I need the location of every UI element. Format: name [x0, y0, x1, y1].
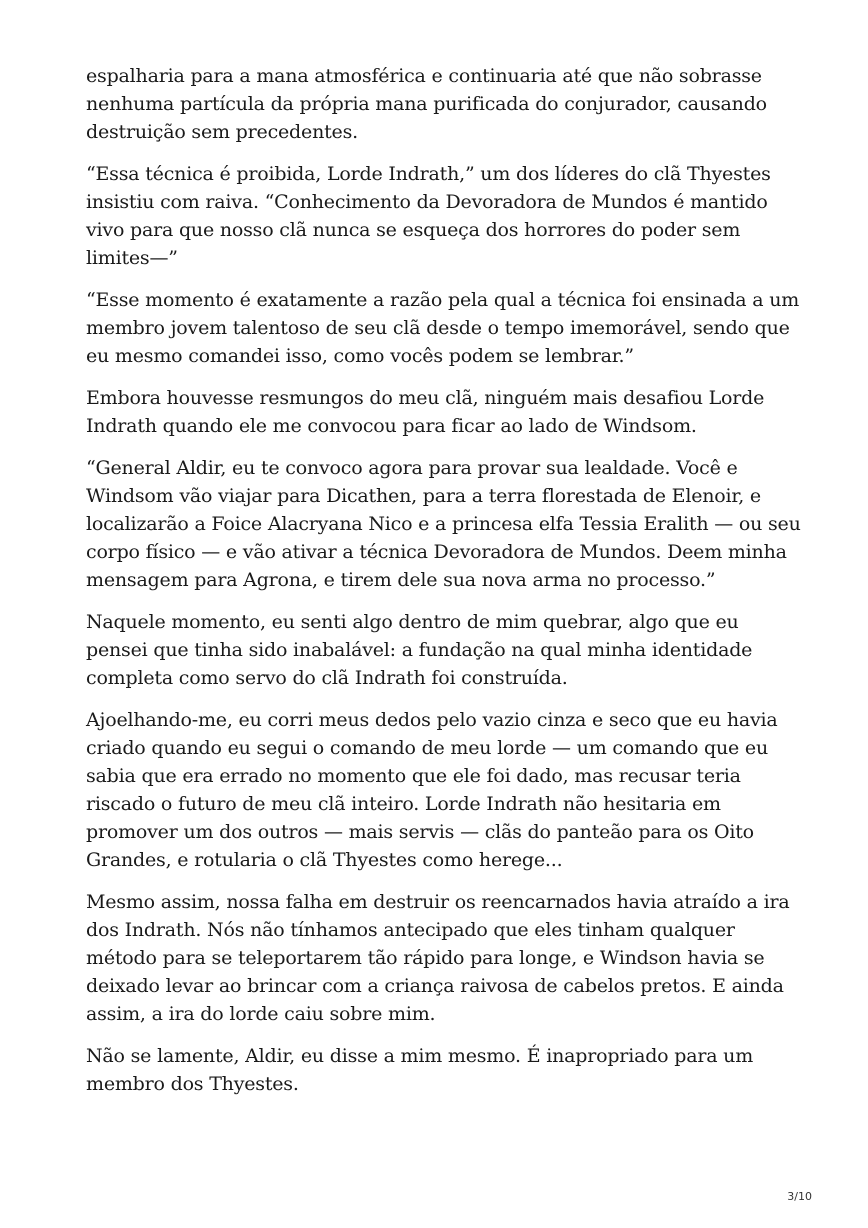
paragraph-1 — [86, 62, 786, 146]
text-line: vivo para que nosso clã nunca se esqueça dos horrores do poder sem — [86, 219, 741, 241]
text-line: Naquele momento, eu senti algo dentro de mim quebrar, algo que eu — [86, 611, 739, 633]
text-line: deixado levar ao brincar com a criança raivosa de cabelos pretos. E ainda — [86, 975, 784, 997]
text-line: Grandes, e rotularia o clã Thyestes como herege... — [86, 849, 563, 871]
text-line: limites—” — [86, 247, 178, 269]
paragraph-3 — [86, 286, 800, 370]
text-line: mensagem para Agrona, e tirem dele sua nova arma no processo.” — [86, 569, 716, 591]
document-page — [86, 62, 801, 1112]
text-line: “Essa técnica é proibida, Lorde Indrath,” um dos líderes do clã Thyestes — [86, 163, 771, 185]
text-line: eu mesmo comandei isso, como vocês podem se lembrar.” — [86, 345, 634, 367]
text-line: Ajoelhando-me, eu corri meus dedos pelo vazio cinza e seco que eu havia — [86, 709, 778, 731]
text-line: “General Aldir, eu te convoco agora para provar sua lealdade. Você e — [86, 457, 738, 479]
text-line: Windsom vão viajar para Dicathen, para a terra florestada de Elenoir, e — [86, 485, 761, 507]
text-line: pensei que tinha sido inabalável: a fundação na qual minha identidade — [86, 639, 753, 661]
text-line: método para se teleportarem tão rápido para longe, e Windson havia se — [86, 947, 765, 969]
text-line: completa como servo do clã Indrath foi construída. — [86, 667, 568, 689]
text-line: riscado o futuro de meu clã inteiro. Lorde Indrath não hesitaria em — [86, 793, 721, 815]
text-line: nenhuma partícula da própria mana purificada do conjurador, causando — [86, 93, 767, 115]
text-line: assim, a ira do lorde caiu sobre mim. — [86, 1003, 436, 1025]
text-line: Embora houvesse resmungos do meu clã, ninguém mais desafiou Lorde — [86, 387, 765, 409]
paragraph-6 — [86, 608, 786, 692]
text-line: insistiu com raiva. “Conhecimento da Devoradora de Mundos é mantido — [86, 191, 768, 213]
text-line: espalharia para a mana atmosférica e continuaria até que não sobrasse — [86, 65, 762, 87]
paragraph-5 — [86, 454, 801, 594]
text-line: dos Indrath. Nós não tínhamos antecipado que eles tinham qualquer — [86, 919, 735, 941]
page-number: 3/10 — [787, 1190, 812, 1203]
text-line: membro dos Thyestes. — [86, 1073, 299, 1095]
paragraph-8 — [86, 888, 790, 1028]
text-line: “Esse momento é exatamente a razão pela qual a técnica foi ensinada a um — [86, 289, 800, 311]
text-line: destruição sem precedentes. — [86, 121, 358, 143]
text-line: sabia que era errado no momento que ele foi dado, mas recusar teria — [86, 765, 741, 787]
paragraph-4 — [86, 384, 786, 440]
text-line: criado quando eu segui o comando de meu lorde — um comando que eu — [86, 737, 769, 759]
text-line: localizarão a Foice Alacryana Nico e a princesa elfa Tessia Eralith — ou seu — [86, 513, 801, 535]
text-line: membro jovem talentoso de seu clã desde o tempo imemorável, sendo que — [86, 317, 790, 339]
text-line: corpo físico — e vão ativar a técnica Devoradora de Mundos. Deem minha — [86, 541, 787, 563]
text-line: Mesmo assim, nossa falha em destruir os reencarnados havia atraído a ira — [86, 891, 790, 913]
text-line: Não se lamente, Aldir, eu disse a mim mesmo. É inapropriado para um — [86, 1045, 754, 1067]
paragraph-2 — [86, 160, 786, 272]
text-line: Indrath quando ele me convocou para ficar ao lado de Windsom. — [86, 415, 697, 437]
text-line: promover um dos outros — mais servis — clãs do panteão para os Oito — [86, 821, 754, 843]
paragraph-7 — [86, 706, 786, 874]
paragraph-9 — [86, 1042, 786, 1098]
